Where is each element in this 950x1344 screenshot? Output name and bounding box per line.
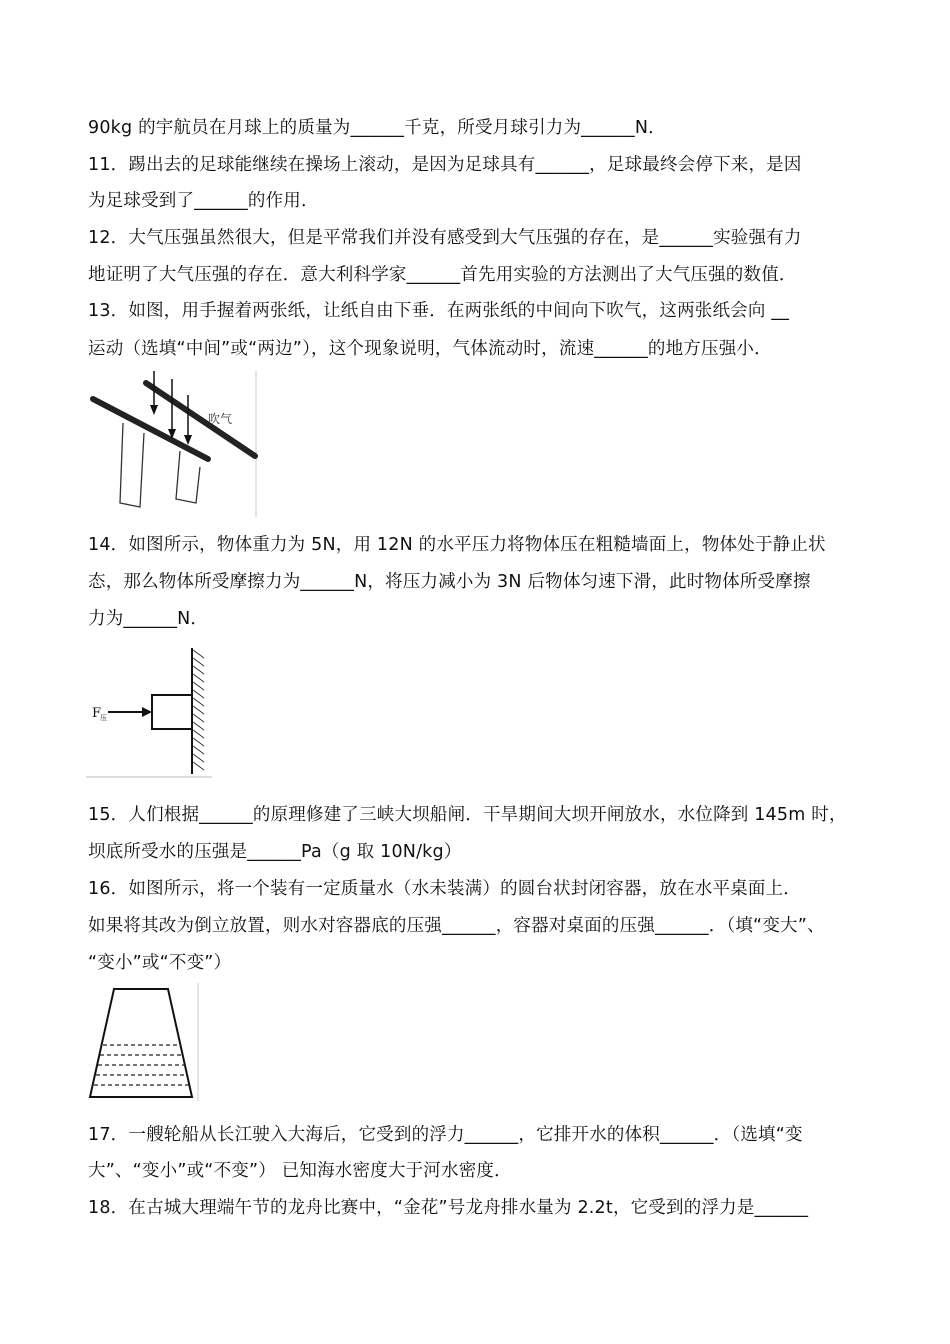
q14-line-1: 14．如图所示，物体重力为 5N，用 12N 的水平压力将物体压在粗糙墙面上，物体处于静止状 [88, 535, 826, 555]
q16-line-2: 如果将其改为倒立放置，则水对容器底的压强______，容器对桌面的压强______．（填“变大”、 [88, 916, 825, 936]
q15-line-1: 15．人们根据______的原理修建了三峡大坝船闸．干旱期间大坝开闸放水，水位降到 145m 时， [88, 805, 847, 825]
q13-line-2: 运动（选填“中间”或“两边”），这个现象说明，气体流动时，流速______的地方压强小． [88, 339, 772, 359]
q12-line-2: 地证明了大气压强的存在．意大利科学家______首先用实验的方法测出了大气压强的数值． [88, 265, 797, 285]
q10-tail-line: 90kg 的宇航员在月球上的质量为______千克，所受月球引力为______N． [88, 118, 666, 138]
fig14-force-label: F [92, 706, 102, 721]
figure-blowing-paper [88, 371, 260, 517]
fig14-force-subscript: 压 [100, 714, 107, 722]
q14-line-2: 态，那么物体所受摩擦力为______N，将压力减小为 3N 后物体匀速下滑，此时物体所受摩擦 [88, 572, 811, 592]
q12-line-1: 12．大气压强虽然很大，但是平常我们并没有感受到大气压强的存在，是______实验强有力 [88, 228, 802, 248]
figure-block-wall [86, 646, 214, 780]
q11-line-2: 为足球受到了______的作用． [88, 191, 319, 211]
q14-line-3: 力为______N． [88, 609, 209, 629]
q17-line-1: 17．一艘轮船从长江驶入大海后，它受到的浮力______，它排开水的体积______．（选填“变 [88, 1125, 803, 1145]
q13-line-1: 13．如图，用手握着两张纸，让纸自由下垂．在两张纸的中间向下吹气，这两张纸会向 __ [88, 301, 790, 321]
figure-frustum-container [86, 983, 200, 1101]
q18-line-1: 18．在古城大理端午节的龙舟比赛中，“金花”号龙舟排水量为 2.2t，它受到的浮力是______ [88, 1198, 809, 1218]
q15-line-2: 坝底所受水的压强是______Pa（g 取 10N/kg） [88, 842, 462, 862]
q17-line-2: 大”、“变小”或“不变”） 已知海水密度大于河水密度． [88, 1161, 512, 1181]
fig13-label: 吹气 [208, 412, 233, 426]
q16-line-1: 16．如图所示，将一个装有一定质量水（水未装满）的圆台状封闭容器，放在水平桌面上． [88, 879, 801, 899]
q11-line-1: 11．踢出去的足球能继续在操场上滚动，是因为足球具有______，足球最终会停下来，是因 [88, 155, 802, 175]
q16-line-3: “变小”或“不变”） [88, 953, 232, 973]
